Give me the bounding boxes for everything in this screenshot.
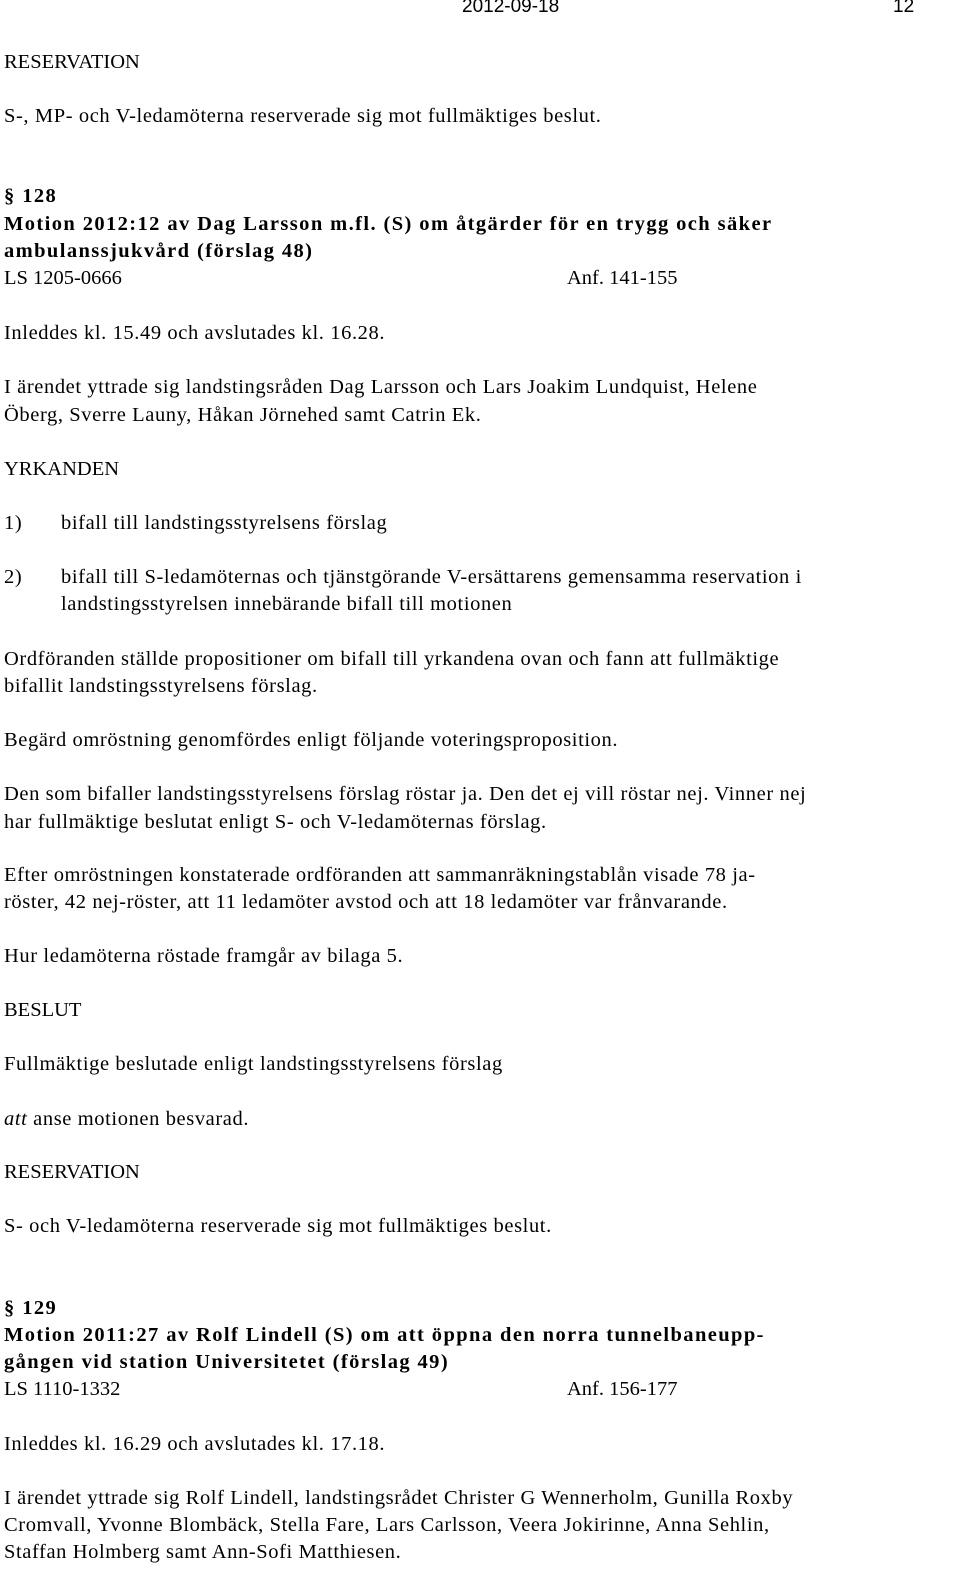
yrkande-text-continued: landstingsstyrelsen innebärande bifall till motionen — [61, 593, 513, 615]
chair-statement-line1: Ordföranden ställde propositioner om bifall till yrkandena ovan och fann att fullmäktige — [4, 648, 780, 670]
section-128-time: Inleddes kl. 15.49 och avslutades kl. 16.28. — [4, 322, 386, 344]
section-128-speakers-line2: Öberg, Sverre Launy, Håkan Jörnehed samt Catrin Ek. — [4, 404, 482, 426]
section-128-title-line2: ambulanssjukvård (förslag 48) — [4, 240, 314, 262]
proposition-line2: har fullmäktige beslutat enligt S- och V-ledamöternas förslag. — [4, 811, 547, 833]
section-129-title-line2: gången vid station Universitetet (förslag 49) — [4, 1351, 450, 1373]
chair-statement-line2: bifallit landstingsstyrelsens förslag. — [4, 675, 318, 697]
paragraph-symbol: § — [4, 185, 16, 207]
anf-reference: Anf. 156-177 — [567, 1378, 678, 1400]
anf-reference: Anf. 141-155 — [567, 267, 678, 289]
section-129-title-line1: Motion 2011:27 av Rolf Lindell (S) om att öppna den norra tunnelbaneupp- — [4, 1324, 765, 1346]
ls-number: LS 1205-0666 — [4, 267, 122, 289]
section-129-speakers-line1: I ärendet yttrade sig Rolf Lindell, landstingsrådet Christer G Wennerholm, Gunilla Roxby — [4, 1487, 794, 1509]
proposition-line1: Den som bifaller landstingsstyrelsens förslag röstar ja. Den det ej vill röstar nej. Vinner nej — [4, 783, 807, 805]
att-word: att — [4, 1108, 28, 1130]
yrkande-item — [4, 511, 954, 535]
section-129-references — [4, 1377, 904, 1401]
document-date: 2012-09-18 — [462, 0, 560, 17]
section-129-heading — [4, 1296, 57, 1320]
yrkanden-heading: YRKANDEN — [4, 458, 120, 480]
vote-request: Begärd omröstning genomfördes enligt följande voteringsproposition. — [4, 729, 619, 751]
reservation-text: S- och V-ledamöterna reserverade sig mot fullmäktiges beslut. — [4, 1215, 552, 1237]
yrkande-number: 1) — [4, 512, 23, 534]
beslut-heading: BESLUT — [4, 999, 82, 1021]
section-number: 129 — [22, 1297, 58, 1319]
yrkande-text: bifall till landstingsstyrelsens förslag — [61, 512, 388, 534]
att-clause-text: anse motionen besvarad. — [27, 1108, 250, 1130]
beslut-att-clause — [4, 1107, 249, 1131]
section-number: 128 — [22, 185, 58, 207]
vote-result-line2: röster, 42 nej-röster, att 11 ledamöter avstod och att 18 ledamöter var frånvarande. — [4, 891, 728, 913]
section-129-speakers-line2: Cromvall, Yvonne Blombäck, Stella Fare, Lars Carlsson, Veera Jokirinne, Anna Sehlin, — [4, 1514, 770, 1536]
section-129-time: Inleddes kl. 16.29 och avslutades kl. 17.18. — [4, 1433, 386, 1455]
vote-result-line1: Efter omröstningen konstaterade ordföranden att sammanräkningstablån visade 78 ja- — [4, 864, 756, 886]
yrkande-text: bifall till S-ledamöternas och tjänstgörande V-ersättarens gemensamma reservation i — [61, 566, 802, 588]
section-128-heading — [4, 184, 57, 208]
page-number: 12 — [893, 0, 915, 17]
section-128-title-line1: Motion 2012:12 av Dag Larsson m.fl. (S) om åtgärder för en trygg och säker — [4, 213, 773, 235]
appendix-note: Hur ledamöterna röstade framgår av bilaga 5. — [4, 945, 404, 967]
yrkande-number: 2) — [4, 566, 23, 588]
section-129-speakers-line3: Staffan Holmberg samt Ann-Sofi Matthiesen. — [4, 1541, 402, 1563]
paragraph-symbol: § — [4, 1297, 16, 1319]
section-128-references — [4, 266, 904, 290]
section-128-speakers-line1: I ärendet yttrade sig landstingsråden Dag Larsson och Lars Joakim Lundquist, Helene — [4, 376, 758, 398]
ls-number: LS 1110-1332 — [4, 1378, 121, 1400]
beslut-text: Fullmäktige beslutade enligt landstingsstyrelsens förslag — [4, 1053, 503, 1075]
reservation-heading: RESERVATION — [4, 1161, 140, 1183]
prev-reservation-text: S-, MP- och V-ledamöterna reserverade sig mot fullmäktiges beslut. — [4, 105, 602, 127]
prev-reservation-heading: RESERVATION — [4, 51, 140, 73]
yrkande-item — [4, 565, 954, 589]
